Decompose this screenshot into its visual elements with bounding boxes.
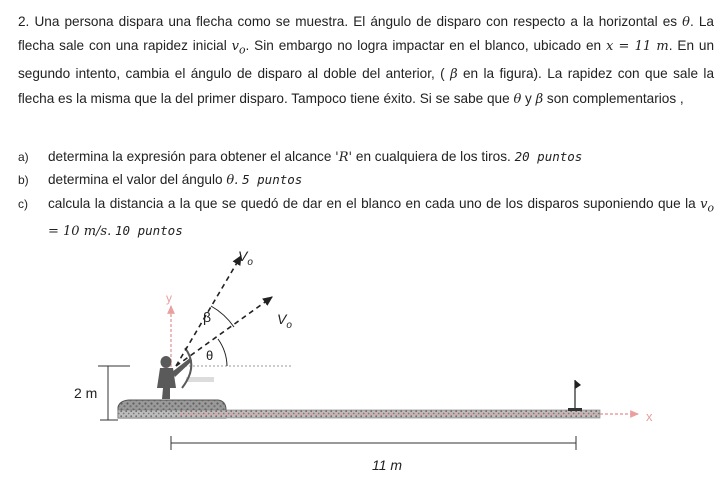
points-badge: 10 puntos: [115, 222, 183, 238]
height-label: 2 m: [74, 385, 98, 401]
v0-label-upper: $V_o$: [238, 248, 253, 268]
part-b: b) determina el valor del ángulo θ. 5 puntos: [18, 169, 714, 192]
beta-label: β: [203, 309, 212, 325]
distance-label: 11 m: [372, 457, 403, 473]
part-marker: c): [18, 196, 28, 211]
theta-label: θ: [206, 348, 214, 363]
problem-paragraph: 2. Una persona dispara una flecha como se muestra. El ángulo de disparo con respecto a la horizontal es θ. La flecha sale con una rapidez inicial $v_o$. Sin embargo no logra impactar en el blanco, ubicado en x = 11 m. En un segundo intento, cambia el ángulo de disparo al doble del anterior, ( β en la figura). La rapidez con que sale la flecha es la misma que la del primer disparo. Tampoco tiene éxito. Si se sabe que θ y β son complementarios ,: [18, 14, 715, 107]
points-badge: 20 puntos: [514, 149, 583, 164]
v0-label-lower: $V_o$: [277, 311, 292, 331]
beta-arc: [211, 306, 234, 327]
part-a: a) determina la expresión para obtener el alcance 'R' en cualquiera de los tiros. 20 puntos: [18, 146, 714, 169]
v0-symbol: $v_o$: [231, 39, 246, 57]
target-flag: [568, 380, 582, 411]
theta-arc: [218, 339, 227, 366]
reference-bar: [186, 377, 214, 382]
points-badge: 5 puntos: [242, 172, 303, 188]
beta-symbol: β: [450, 67, 458, 83]
theta-symbol: θ: [682, 15, 690, 30]
x-equation: x = 11 m: [605, 39, 669, 55]
part-c: c) calcula la distancia a la que se quedó de dar en el blanco en cada uno de los disparos suponiendo que la $v_o = 10$ m/s. 10 puntos: [18, 193, 714, 243]
part-marker: b): [18, 173, 29, 188]
y-axis-label: y: [166, 291, 172, 305]
archer-figure: [157, 348, 192, 399]
problem-number: 2.: [18, 14, 30, 29]
part-marker: a): [18, 150, 29, 164]
x-axis-label: x: [646, 409, 653, 424]
